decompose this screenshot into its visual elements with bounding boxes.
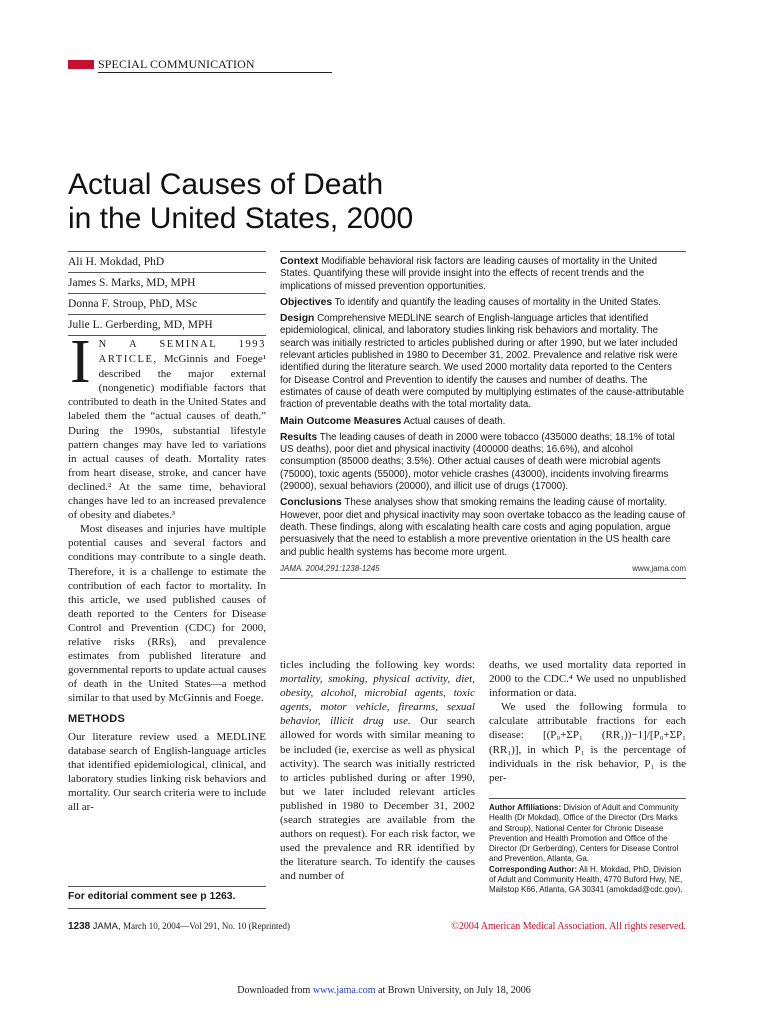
editorial-note: For editorial comment see p 1263.: [68, 886, 266, 909]
column-2-text-a: ticles including the following key words:: [280, 659, 475, 671]
page-footer: [68, 919, 686, 935]
author-item: James S. Marks, MD, MPH: [68, 272, 266, 293]
author-item: Ali H. Mokdad, PhD: [68, 251, 266, 272]
paragraph-2: Most diseases and injuries have multiple potential causes and several factors and conditions may contribute to a single death. Therefore, it is a challenge to estimate the contribution of each factor to mortality. In this article, we used published causes of death reported to the Centers for Disease Control and Prevention (CDC) for 2000, relative risks (RRs), and prevalence estimates from published literature and governmental reports to update actual causes of death in the United States—a method similar to that used by McGinnis and Foege.: [68, 523, 266, 705]
abstract-context-text: Modifiable behavioral risk factors are leading causes of mortality in the United States. Quantifying these will provide insight into the effects of recent trends and the implications of missed prevention opportunities.: [280, 256, 658, 292]
column-2-paragraph: [280, 658, 475, 884]
abstract-outcome-text: Actual causes of death.: [403, 415, 506, 427]
affiliation-block: [489, 803, 686, 865]
intro-paragraph: [68, 328, 267, 522]
drop-cap: I: [70, 328, 91, 396]
body-column-3: [489, 658, 686, 785]
corresponding-text: Ali H. Mokdad, PhD, Division of Adult and Community Health, 4770 Buford Hwy, NE, Mailstop K66, Atlanta, GA 30341 (amokdad@cdc.gov).: [489, 864, 683, 895]
download-suffix: at Brown University, on July 18, 2006: [378, 985, 531, 996]
column-3-paragraph-2: We used the following formula to calculate attributable fractions for each disease: [(P₀+ΣP₁ (RR₁))−1]/[P₀+ΣP₁ (RR₁)], in which P₁ is the percentage of individuals in the risk behavior, P₁ is the per-: [489, 701, 686, 784]
abstract-context: [280, 256, 686, 293]
keywords: mortality, smoking, physical activity, diet, obesity, alcohol, microbial agents, toxic agents, motor vehicle, firearms, sexual behavior, illicit drug use.: [280, 673, 475, 728]
author-affiliations: [489, 798, 686, 896]
intro-smallcaps: N A SEMINAL 1993 ARTICLE,: [98, 339, 266, 366]
methods-heading: METHODS: [68, 713, 126, 726]
abstract-objectives-text: To identify and quantify the leading causes of mortality in the United States.: [334, 296, 661, 308]
abstract-conclusions: [280, 497, 686, 558]
download-link[interactable]: www.jama.com: [312, 985, 376, 996]
abstract-design-heading: Design: [280, 313, 315, 325]
abstract-design-text: Comprehensive MEDLINE search of English-language articles that identified epidemiological, clinical, and laboratory studies linking risk behaviors and mortality. The search was initially restricted to articles published during or after 1990, but we later included relevant articles published in 1980 to December 31, 2002. Prevalence and relative risk were identified during the literature search. We used 2000 mortality data reported to the Centers for Disease Control and Prevention to identify the causes and number of deaths. The estimates of cause of death were computed by multiplying estimates of the cause-attributable fraction of preventable deaths with the total mortality data.: [280, 313, 685, 411]
abstract-objectives: [280, 297, 686, 309]
body-column-1: [68, 328, 267, 814]
abstract-conclusions-text: These analyses show that smoking remains the leading cause of mortality. However, poor diet and physical inactivity may soon overtake tobacco as the leading cause of death. These findings, along with escalating health care costs and aging population, argue persuasively that the need to establish a more preventive orientation in the US health care and public health systems has become more urgent.: [280, 497, 686, 558]
download-prefix: Downloaded from: [237, 985, 311, 996]
affiliation-text: Division of Adult and Community Health (Dr Mokdad), Office of the Director (Drs Marks and Stroup), National Center for Chronic Disease Prevention and Health Promotion and Office of the Director (Dr Gerberding), Centers for Disease Control and Prevention, Atlanta, Ga.: [489, 803, 679, 864]
abstract-context-heading: Context: [280, 256, 319, 267]
website-link[interactable]: www.jama.com: [632, 563, 686, 573]
column-2-text-b: Our search allowed for words with similar meaning to be included (ie, exercise as well as physical activity). The search was initially restricted to articles published during or after 1990, but we later included relevant articles published in 1980 to December 31, 2002 (search strategies are available from the authors on request). For each risk factor, we used the prevalence and RR identified by the literature search. To identify the causes and number of: [280, 715, 476, 883]
abstract-outcome: [280, 416, 686, 428]
intro-text: McGinnis and Foege¹ described the major external (nongenetic) modifiable factors that contributed to death in the United States and labeled them the “actual causes of death.” During the 1990s, substantial lifestyle pattern changes may have led to variations in actual causes of death. Mortality rates from heart disease, stroke, and cancer have declined.² At the same time, behavioral changes have led to an increased prevalence of obesity and diabetes.³: [68, 353, 267, 522]
section-header: [68, 58, 264, 70]
article-title: [68, 168, 488, 236]
methods-paragraph: Our literature review used a MEDLINE database search of English-language articles that identified epidemiological, clinical, and laboratory studies linking risk behaviors and mortality. Our search criteria were to include all ar-: [68, 730, 266, 813]
abstract-results-heading: Results: [280, 431, 318, 443]
abstract-design: [280, 313, 686, 411]
section-marker: [68, 60, 94, 69]
corresponding-block: [489, 865, 686, 896]
page-number: 1238: [68, 921, 91, 932]
footer-left: [68, 921, 290, 932]
citation-row: [280, 563, 686, 579]
download-notice: [0, 985, 768, 996]
journal-name: JAMA,: [92, 921, 121, 932]
title-line-1: Actual Causes of Death: [68, 168, 384, 201]
author-list: [68, 251, 266, 336]
author-item: Donna F. Stroup, PhD, MSc: [68, 293, 266, 314]
abstract: [280, 251, 686, 579]
abstract-objectives-heading: Objectives: [280, 296, 333, 308]
abstract-results-text: The leading causes of death in 2000 were tobacco (435000 deaths; 18.1% of total US deaths), poor diet and physical inactivity (400000 deaths; 16.6%), and alcohol consumption (85000 deaths; 3.5%). Other actual causes of death were microbial agents (75000), toxic agents (55000), motor vehicle crashes (43000), incidents involving firearms (29000), sexual behaviors (20000), and illicit use of drugs (17000).: [280, 431, 675, 493]
abstract-conclusions-heading: Conclusions: [280, 497, 342, 509]
abstract-results: [280, 432, 686, 493]
section-label: SPECIAL COMMUNICATION: [98, 57, 255, 71]
column-3-paragraph-1: deaths, we used mortality data reported in 2000 to the CDC.⁴ We used no unpublished information or data.: [489, 659, 686, 700]
author-item: Julie L. Gerberding, MD, MPH: [68, 314, 266, 336]
citation: JAMA. 2004;291:1238-1245: [280, 563, 380, 573]
body-column-2: [280, 658, 475, 884]
corresponding-heading: Corresponding Author:: [489, 864, 578, 874]
title-line-2: in the United States, 2000: [68, 202, 414, 235]
section-rule: [98, 72, 332, 73]
copyright: ©2004 American Medical Association. All rights reserved.: [451, 921, 686, 932]
issue-info: March 10, 2004—Vol 291, No. 10 (Reprinted): [122, 921, 291, 931]
affiliation-heading: Author Affiliations:: [489, 803, 562, 812]
abstract-outcome-heading: Main Outcome Measures: [280, 415, 402, 427]
